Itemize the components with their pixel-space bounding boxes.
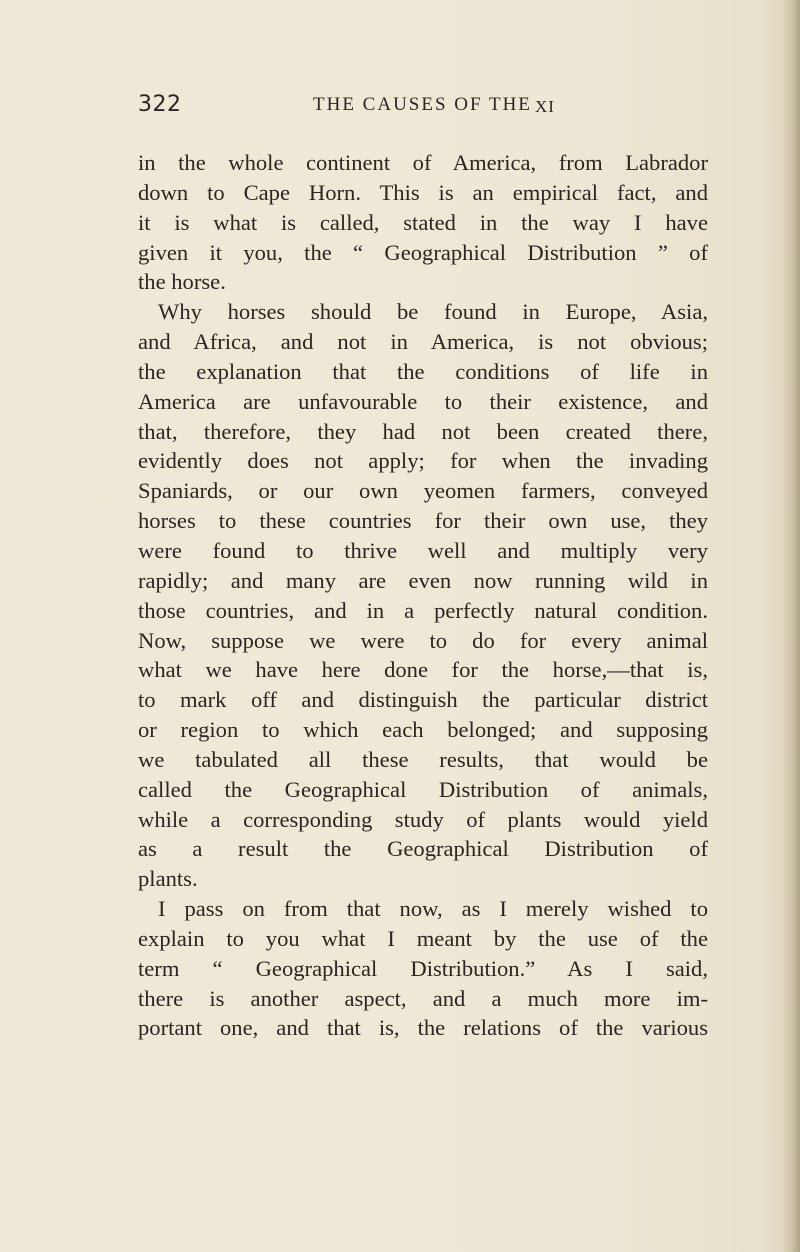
body-text [138, 148, 708, 1043]
text-line: to mark off and distinguish the particular district [138, 687, 708, 713]
text-line: Now, suppose we were to do for every animal [138, 627, 708, 653]
text-line: term “ Geographical Distribution.” As I said, [138, 955, 708, 981]
text-line: I pass on from that now, as I merely wished to [158, 896, 708, 922]
text-line: as a result the Geographical Distribution of [138, 836, 708, 862]
text-line: those countries, and in a perfectly natural condition. [138, 597, 708, 623]
text-line: Why horses should be found in Europe, Asia, [158, 299, 708, 325]
text-line: called the Geographical Distribution of animals, [138, 776, 708, 802]
running-head [138, 92, 560, 122]
text-line: the horse. [138, 269, 226, 295]
text-line: plants. [138, 866, 198, 892]
running-head-title: THE CAUSES OF THE [313, 94, 532, 115]
text-line: or region to which each belonged; and supposing [138, 717, 708, 743]
text-line: given it you, the “ Geographical Distribution ” of [138, 239, 708, 265]
text-line: and Africa, and not in America, is not obvious; [138, 329, 708, 355]
text-line: what we have here done for the horse,—that is, [138, 657, 708, 683]
text-line: there is another aspect, and a much more im- [138, 985, 708, 1011]
text-line: we tabulated all these results, that would be [138, 746, 708, 772]
text-line: the explanation that the conditions of life in [138, 358, 708, 384]
text-line: Spaniards, or our own yeomen farmers, conveyed [138, 478, 708, 504]
text-line: it is what is called, stated in the way I have [138, 209, 708, 235]
text-line: in the whole continent of America, from Labrador [138, 150, 708, 175]
page-edge-shadow [782, 0, 800, 1252]
text-line: down to Cape Horn. This is an empirical fact, and [138, 179, 708, 205]
page-number: 322 [138, 92, 182, 117]
text-line: horses to these countries for their own use, they [138, 508, 708, 534]
text-line: America are unfavourable to their existence, and [138, 388, 708, 414]
chapter-number: XI [535, 97, 555, 116]
text-line: that, therefore, they had not been created there, [138, 418, 708, 444]
text-line: rapidly; and many are even now running wild in [138, 567, 708, 593]
text-line: explain to you what I meant by the use of the [138, 925, 708, 951]
text-line: portant one, and that is, the relations of the various [138, 1015, 708, 1041]
text-line: were found to thrive well and multiply very [138, 537, 708, 563]
text-line: while a corresponding study of plants would yield [138, 806, 708, 832]
text-line: evidently does not apply; for when the invading [138, 448, 708, 474]
